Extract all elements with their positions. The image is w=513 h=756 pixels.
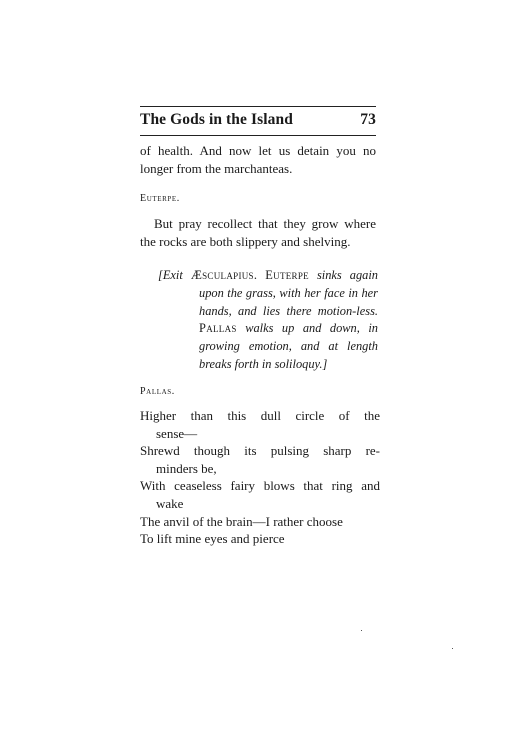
stage-text-2: walks up and down, in growing emotion, and at length breaks forth in soliloquy.: [199, 321, 378, 371]
speck-mark: [361, 630, 362, 631]
stage-name-euterpe: Euterpe: [265, 268, 309, 282]
stage-text-1: sinks again upon the grass, with her face in her hands, and lies there motion-less.: [199, 268, 379, 318]
speck-mark: [452, 648, 453, 649]
verse-block: [140, 407, 380, 548]
page-number: 73: [360, 111, 376, 128]
verse-line: Higher than this dull circle of the: [140, 408, 380, 423]
header-bottom-rule: [140, 135, 376, 136]
verse-line: The anvil of the brain—I rather choose: [140, 513, 343, 529]
verse-turnover: sense—: [156, 425, 198, 441]
stage-direction: [158, 267, 378, 374]
paragraph-continued: of health. And now let us detain you no longer from the marchanteas.: [140, 143, 376, 176]
stage-close: ]: [322, 356, 328, 371]
verse-turnover: wake: [156, 495, 184, 511]
speaker-pallas: Pallas.: [140, 386, 175, 397]
stage-open: [Exit: [158, 268, 191, 282]
verse-line: To lift mine eyes and pierce: [140, 531, 285, 547]
running-title: The Gods in the Island: [140, 111, 293, 128]
running-head: [140, 111, 376, 133]
header-top-rule: [140, 106, 376, 107]
speaker-euterpe: Euterpe.: [140, 193, 180, 204]
stage-name-aesculapius: Æsculapius.: [190, 268, 258, 282]
stage-name-pallas: Pallas: [199, 321, 237, 336]
verse-turnover: minders be,: [156, 460, 217, 476]
paragraph-euterpe: But pray recollect that they grow where the rocks are both slippery and shelving.: [140, 216, 376, 249]
verse-line: Shrewd though its pulsing sharp re-: [140, 443, 380, 459]
verse-line: With ceaseless fairy blows that ring and: [140, 478, 380, 494]
